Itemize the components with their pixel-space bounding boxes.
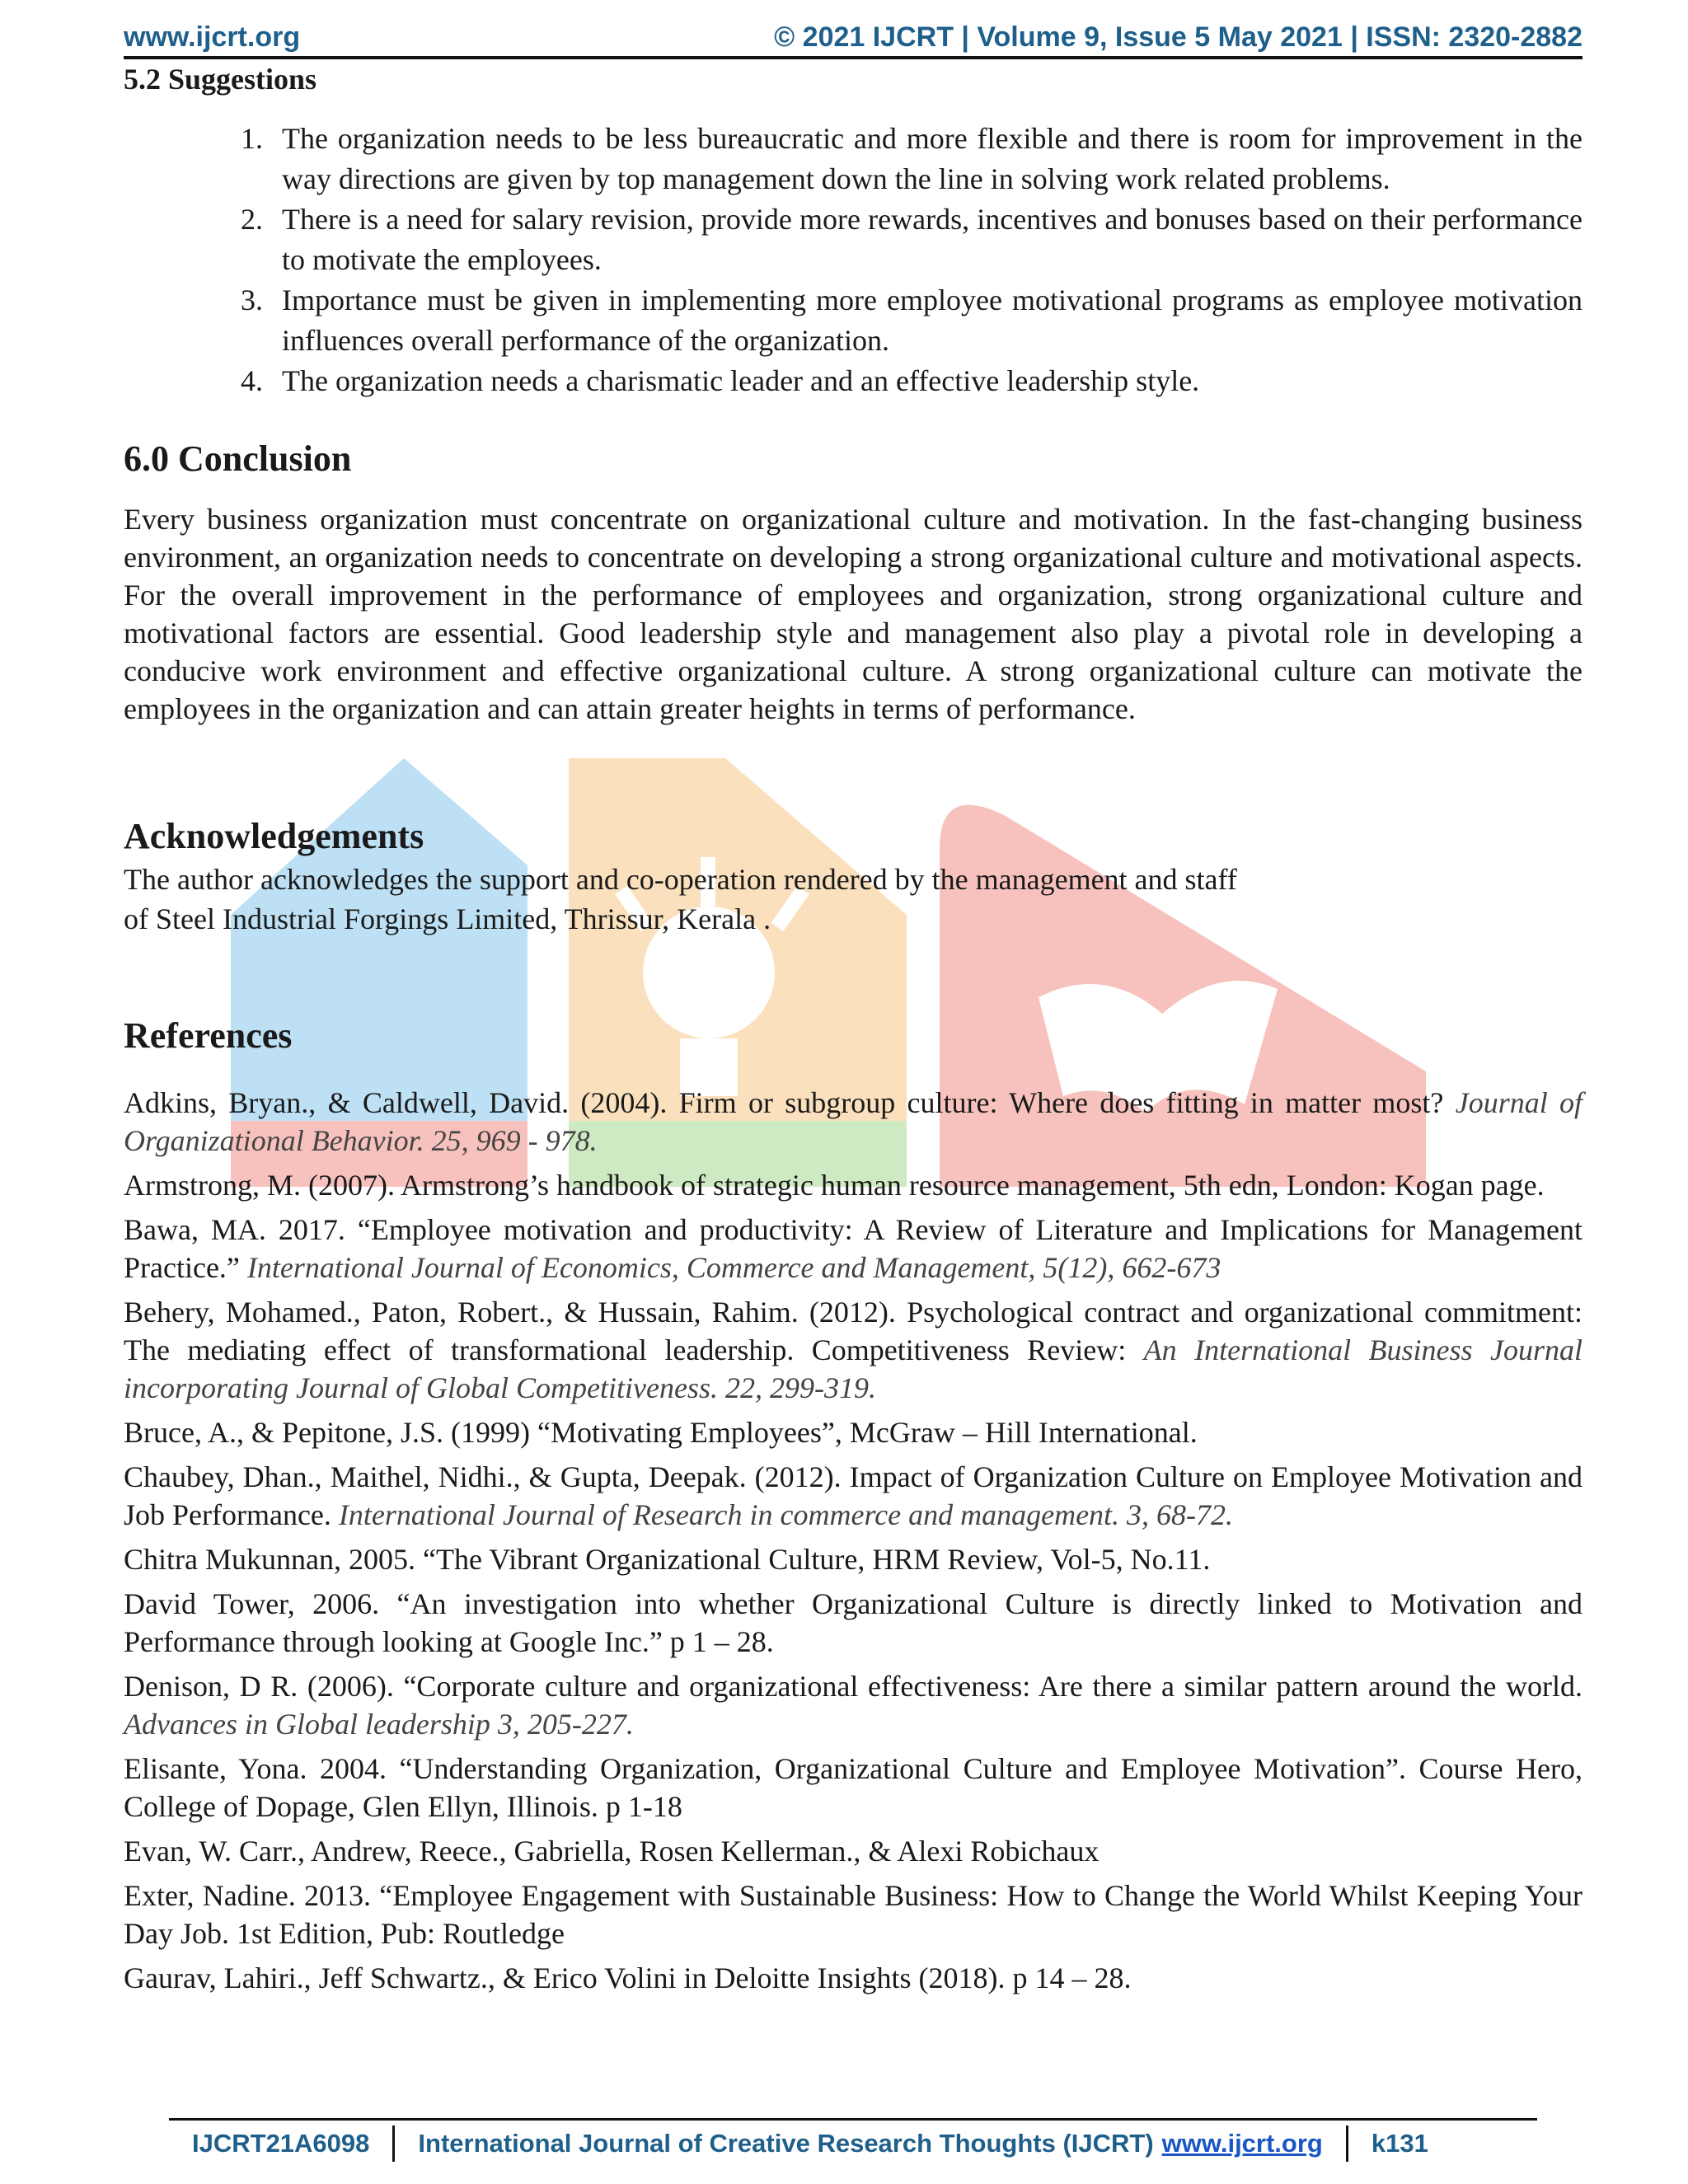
reference-text: Gaurav, Lahiri., Jeff Schwartz., & Erico Volini in Deloitte Insights (2018). p 14 – 28. — [124, 1961, 1132, 1994]
reference-item — [124, 1413, 1582, 1451]
footer-page-number: k131 — [1371, 2129, 1428, 2158]
reference-item — [124, 1832, 1582, 1870]
list-item: 2. There is a need for salary revision, provide more rewards, incentives and bonuses based on their performance to motivate the employees. — [270, 199, 1582, 280]
reference-item — [124, 1458, 1582, 1534]
reference-journal: Journal of Organizational Behavior. 25, 969 - 978. — [124, 1086, 1583, 1157]
reference-text: Exter, Nadine. 2013. “Employee Engagement with Sustainable Business: How to Change the World Whilst Keeping Your Day Job. 1st Edition, Pub: Routledge — [124, 1879, 1582, 1950]
reference-text: Behery, Mohamed., Paton, Robert., & Hussain, Rahim. (2012). Psychological contract and organizational commitment: The mediating effect of transformational leadership. Competitiveness Review: — [124, 1296, 1582, 1366]
acknowledgements-line: of Steel Industrial Forgings Limited, Thrissur, Kerala . — [124, 902, 771, 935]
reference-item — [124, 1211, 1582, 1286]
reference-item — [124, 1877, 1582, 1952]
reference-journal: International Journal of Economics, Commerce and Management, 5(12), 662-673 — [246, 1251, 1221, 1284]
reference-text: Chitra Mukunnan, 2005. “The Vibrant Organizational Culture, HRM Review, Vol-5, No.11. — [124, 1543, 1211, 1576]
reference-item — [124, 1540, 1582, 1578]
page-header — [124, 18, 1582, 56]
reference-text: Elisante, Yona. 2004. “Understanding Organization, Organizational Culture and Employee Motivation”. Course Hero, College of Dopage, Glen Ellyn, Illinois. p 1-18 — [124, 1752, 1582, 1823]
reference-text: Evan, W. Carr., Andrew, Reece., Gabriella, Rosen Kellerman., & Alexi Robichaux — [124, 1835, 1100, 1868]
acknowledgements-line: The author acknowledges the support and co-operation rendered by the management and staff — [124, 863, 1237, 896]
reference-journal: Advances in Global leadership 3, 205-227. — [124, 1708, 634, 1741]
reference-text: Bruce, A., & Pepitone, J.S. (1999) “Motivating Employees”, McGraw – Hill International. — [124, 1416, 1198, 1449]
references-list — [124, 1084, 1582, 1997]
suggestions-list — [124, 119, 1582, 401]
list-item: 1. The organization needs to be less bureaucratic and more flexible and there is room for improvement in the way directions are given by top management down the line in solving work related problems. — [270, 119, 1582, 199]
references-heading: References — [124, 1015, 293, 1056]
reference-text: Denison, D R. (2006). “Corporate culture and organizational effectiveness: Are there a similar pattern around the world. — [124, 1670, 1582, 1703]
list-item: 4. The organization needs a charismatic leader and an effective leadership style. — [270, 361, 1582, 401]
reference-item — [124, 1585, 1582, 1661]
footer-journal — [395, 2121, 1345, 2167]
list-item: 3. Importance must be given in implementing more employee motivational programs as employee motivation influences overall performance of the organization. — [270, 280, 1582, 361]
footer-journal-name: International Journal of Creative Research Thoughts (IJCRT) — [418, 2129, 1154, 2158]
page-content — [124, 59, 1582, 2004]
footer-journal-link[interactable]: www.ijcrt.org — [1161, 2129, 1323, 2158]
reference-text: Adkins, Bryan., & Caldwell, David. (2004). Firm or subgroup culture: Where does fitting in matter most? — [124, 1086, 1456, 1119]
reference-item — [124, 1750, 1582, 1825]
reference-item — [124, 1084, 1582, 1160]
reference-text: Chaubey, Dhan., Maithel, Nidhi., & Gupta, Deepak. (2012). Impact of Organization Culture on Employee Motivation and Job Performance. — [124, 1460, 1582, 1531]
reference-item — [124, 1293, 1582, 1407]
header-publication-info: © 2021 IJCRT | Volume 9, Issue 5 May 2021 | ISSN: 2320-2882 — [774, 21, 1582, 53]
reference-journal: An International Business Journal incorporating Journal of Global Competitiveness. 22, 299-319. — [124, 1333, 1582, 1404]
acknowledgements-heading: Acknowledgements — [124, 816, 424, 856]
reference-text: Armstrong, M. (2007). Armstrong’s handbook of strategic human resource management, 5th edn, London: Kogan page. — [124, 1169, 1545, 1202]
footer-paper-id: IJCRT21A6098 — [192, 2129, 370, 2158]
reference-text: Bawa, MA. 2017. “Employee motivation and productivity: A Review of Literature and Implications for Management Practice.” — [124, 1213, 1582, 1284]
reference-journal: International Journal of Research in commerce and management. 3, 68-72. — [338, 1498, 1234, 1531]
conclusion-heading: 6.0 Conclusion — [124, 438, 352, 479]
reference-item — [124, 1667, 1582, 1743]
page-footer — [169, 2121, 1537, 2167]
suggestions-heading: 5.2 Suggestions — [124, 63, 317, 96]
reference-item — [124, 1166, 1582, 1204]
reference-text: David Tower, 2006. “An investigation into whether Organizational Culture is directly linked to Motivation and Performance through looking at Google Inc.” p 1 – 28. — [124, 1587, 1582, 1658]
conclusion-paragraph: Every business organization must concentrate on organizational culture and motivation. In the fast-changing business environment, an organization needs to concentrate on developing a strong organizational culture and motivational aspects. For the overall improvement in the performance of employees and organization, strong organizational culture and motivational factors are essential. Good leadership style and management also play a pivotal role in developing a conducive work environment and effective organizational culture. A strong organizational culture can motivate the employees in the organization and can attain greater heights in terms of performance. — [124, 503, 1582, 725]
header-site[interactable]: www.ijcrt.org — [124, 21, 301, 53]
reference-item — [124, 1959, 1582, 1997]
